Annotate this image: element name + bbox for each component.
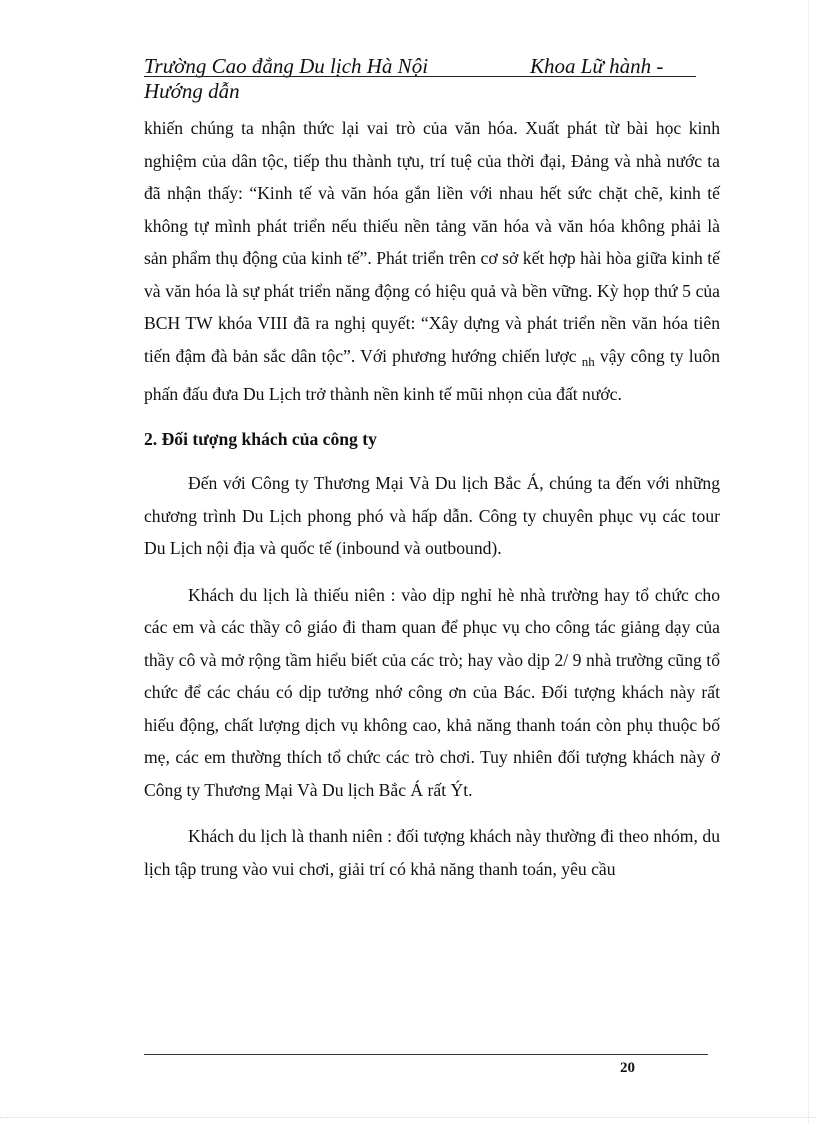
page-edge-right <box>808 0 809 1123</box>
section-heading: 2. Đối tượng khách của công ty <box>144 428 377 449</box>
header-school: Trường Cao đẳng Du lịch Hà Nội <box>144 54 429 78</box>
paragraph-company: Đến với Công ty Thương Mại Và Du lịch Bắc Á, chúng ta đến với những chương trình Du Lịch phong phó và hấp dẫn. Công ty chuyên phục vụ các tour Du Lịch nội địa và quốc tế (inbound và outbound). <box>144 473 720 558</box>
paragraph-youth-customers: Khách du lịch là thiếu niên : vào dịp nghỉ hè nhà trường hay tổ chức cho các em và các thầy cô giáo đi tham quan để phục vụ cho công tác giảng dạy của thầy cô và mở rộng tầm hiểu biết của các trò; hay vào dịp 2/ 9 nhà trường cũng tổ chức để các cháu có dịp tưởng nhớ công ơn của Bác. Đối tượng khách này rất hiếu động, chất lượng dịch vụ không cao, khả năng thanh toán còn phụ thuộc bố mẹ, các em thường thích tổ chức các trò chơi. Tuy nhiên đối tượng khách này ở Công ty Thương Mại Và Du lịch Bắc Á rất Ýt. <box>144 584 720 800</box>
header-faculty: Khoa Lữ hành - <box>530 54 664 78</box>
page-body <box>144 112 720 885</box>
header-faculty-continued: Hướng dẫn <box>144 79 240 103</box>
spacer <box>144 565 720 579</box>
paragraph-culture-subscript: nh <box>581 353 595 369</box>
header-rule <box>144 76 696 77</box>
page-number: 20 <box>620 1060 635 1076</box>
spacer <box>144 806 720 820</box>
spacer <box>144 455 720 467</box>
page-edge-bottom <box>0 1117 816 1118</box>
paragraph-culture-text-end: vậy công ty luôn phấn đấu đưa Du Lịch trở thành nền kinh tế mũi nhọn của đất nước. <box>144 345 720 404</box>
paragraph-culture <box>144 112 720 411</box>
paragraph-culture-text: khiến chúng ta nhận thức lại vai trò của văn hóa. Xuất phát từ bài học kinh nghiệm của dân tộc, tiếp thu thành tựu, trí tuệ của thời đại, Đảng và nhà nước ta đã nhận thấy: “Kinh tế và văn hóa gắn liền với nhau hết sức chặt chẽ, kinh tế không tự mình phát triển nếu thiếu nền tảng văn hóa và văn hóa không phải là sản phẩm thụ động của kinh tế”. Phát triển trên cơ sở kết hợp hài hòa giữa kinh tế và văn hóa là sự phát triển năng động có hiệu quả và bền vững. Kỳ họp thứ 5 của BCH TW khóa VIII đã ra nghị quyết: “Xây dựng và phát triển nền văn hóa tiên tiến đậm đà bản sắc dân tộc”. Với phương hướng chiến lược <box>144 118 720 366</box>
footer-rule <box>144 1054 708 1055</box>
spacer <box>144 411 720 423</box>
paragraph-young-adult-customers: Khách du lịch là thanh niên : đối tượng khách này thường đi theo nhóm, du lịch tập trung vào vui chơi, giải trí có khả năng thanh toán, yêu cầu <box>144 826 720 879</box>
